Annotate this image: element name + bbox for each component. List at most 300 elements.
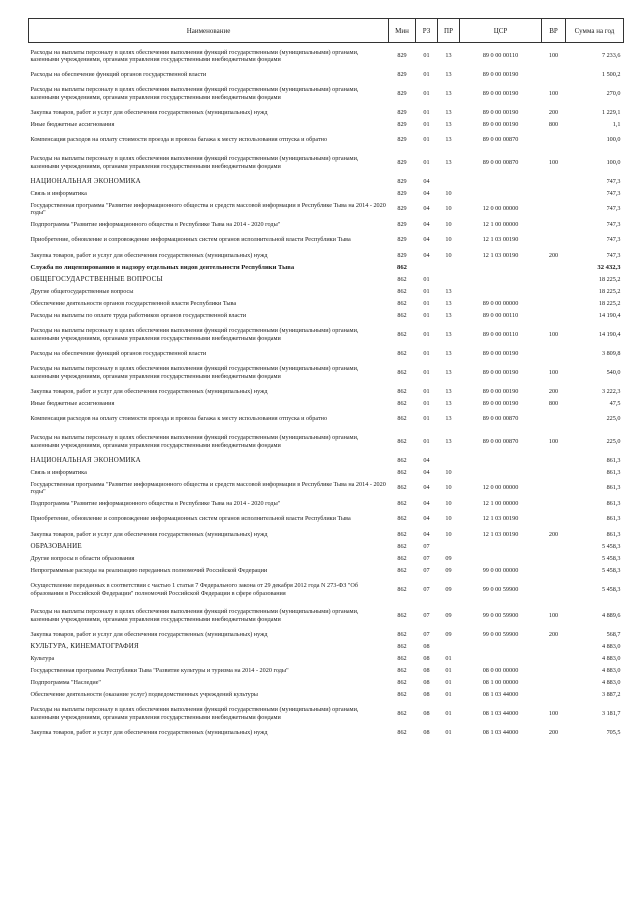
row-vr — [542, 665, 566, 677]
row-vr — [542, 498, 566, 510]
row-pr: 01 — [445, 654, 452, 662]
row-min: 829 — [397, 236, 407, 244]
row-pr: 13 — [445, 108, 452, 116]
table-header-row — [29, 19, 624, 43]
row-csr: 12 1 03 00190 — [482, 236, 519, 244]
row-sum: 4 883,0 — [601, 642, 621, 650]
row-name: Подпрограмма "Наследие" — [30, 678, 101, 686]
row-vr — [542, 188, 566, 200]
row-sum: 861,3 — [606, 456, 621, 464]
row-name: Закупка товаров, работ и услуг для обеспечения государственных (муниципальных) нужд — [30, 387, 268, 395]
row-rz: 04 — [423, 468, 430, 476]
row-min: 829 — [397, 108, 407, 116]
row-min: 862 — [397, 585, 407, 593]
row-pr: 10 — [445, 220, 452, 228]
row-rz: 01 — [423, 437, 430, 445]
row-name: КУЛЬТУРА, КИНЕМАТОГРАФИЯ — [30, 641, 139, 650]
row-csr: 89 0 00 00190 — [482, 108, 519, 116]
row-rz: 04 — [423, 484, 430, 492]
row-csr: 08 1 03 44000 — [482, 690, 519, 698]
row-pr: 01 — [445, 709, 452, 717]
row-name: Расходы на выплаты персоналу в целях обеспечения выполнения функций государственными (муниципальными) органами, казенными учреждениями, органами управления государственными внебюджетными фондами — [30, 327, 359, 342]
row-rz: 08 — [423, 642, 430, 650]
row-csr: 89 0 00 00190 — [482, 399, 519, 407]
row-pr: 09 — [445, 554, 452, 562]
row-pr: 10 — [445, 530, 452, 538]
row-pr: 13 — [445, 415, 452, 423]
table-row — [29, 577, 624, 603]
row-csr: 99 0 00 59900 — [482, 630, 519, 638]
row-sum: 861,3 — [606, 515, 621, 523]
row-pr: 09 — [445, 566, 452, 574]
row-rz: 01 — [423, 89, 430, 97]
row-name: Расходы на выплаты персоналу в целях обеспечения выполнения функций государственными (муниципальными) органами, казенными учреждениями, органами управления государственными внебюджетными фондами — [30, 365, 359, 380]
row-sum: 5 458,3 — [601, 585, 621, 593]
table-row — [29, 467, 624, 479]
row-name: Приобретение, обновление и сопровождение информационных систем органов исполнительной власти Республики Тыва — [30, 236, 351, 244]
row-sum: 861,3 — [606, 499, 621, 507]
table-row — [29, 231, 624, 250]
row-vr — [542, 410, 566, 429]
row-rz: 01 — [423, 311, 430, 319]
row-min: 829 — [397, 70, 407, 78]
row-sum: 5 458,3 — [601, 566, 621, 574]
row-rz: 01 — [423, 415, 430, 423]
row-name: Государственная программа "Развитие информационного общества и средств массовой информации в Республике Тыва на 2014 - 2020 годы" — [30, 480, 386, 495]
row-pr: 09 — [445, 585, 452, 593]
row-rz: 08 — [423, 709, 430, 717]
row-vr: 100 — [548, 368, 559, 376]
row-min: 862 — [397, 642, 407, 650]
table-row — [29, 565, 624, 577]
row-pr: 13 — [445, 158, 452, 166]
row-vr — [542, 641, 566, 653]
table-row — [29, 43, 624, 69]
row-csr: 08 1 03 44000 — [482, 728, 519, 736]
row-min: 862 — [397, 666, 407, 674]
table-row — [29, 107, 624, 119]
row-pr — [438, 262, 460, 274]
row-vr: 800 — [548, 120, 559, 128]
row-min: 862 — [397, 728, 407, 736]
row-sum: 1 229,1 — [601, 108, 621, 116]
row-rz: 04 — [423, 251, 430, 259]
row-sum: 747,3 — [606, 220, 621, 228]
table-row — [29, 176, 624, 188]
row-pr: 10 — [445, 236, 452, 244]
row-pr: 13 — [445, 368, 452, 376]
row-csr: 12 1 03 00190 — [482, 515, 519, 523]
row-csr: 12 0 00 00000 — [482, 205, 519, 213]
row-name: Закупка товаров, работ и услуг для обеспечения государственных (муниципальных) нужд — [30, 108, 268, 116]
row-min: 862 — [397, 709, 407, 717]
row-csr: 99 0 00 59900 — [482, 611, 519, 619]
row-rz: 04 — [423, 177, 430, 185]
row-name: Расходы на обеспечение функций органов государственной власти — [30, 349, 207, 357]
row-rz: 07 — [423, 585, 430, 593]
row-sum: 1 500,2 — [601, 70, 621, 78]
row-pr: 09 — [445, 611, 452, 619]
row-rz: 01 — [423, 158, 430, 166]
row-csr: 89 0 00 00190 — [482, 89, 519, 97]
row-min: 862 — [397, 468, 407, 476]
row-vr: 100 — [548, 89, 559, 97]
row-rz: 01 — [423, 287, 430, 295]
table-row — [29, 274, 624, 286]
row-csr: 89 0 00 00000 — [482, 299, 519, 307]
row-pr: 13 — [445, 89, 452, 97]
row-pr: 10 — [445, 205, 452, 213]
row-rz: 01 — [423, 330, 430, 338]
table-row — [29, 360, 624, 386]
row-pr: 01 — [445, 728, 452, 736]
row-pr: 13 — [445, 70, 452, 78]
row-name: НАЦИОНАЛЬНАЯ ЭКОНОМИКА — [30, 176, 141, 185]
row-name: Обеспечение деятельности органов государственной власти Республики Тыва — [30, 299, 237, 307]
row-min: 862 — [397, 654, 407, 662]
row-pr — [438, 176, 460, 188]
row-rz: 04 — [423, 515, 430, 523]
row-rz: 07 — [423, 554, 430, 562]
row-min: 829 — [397, 52, 407, 60]
row-vr — [542, 479, 566, 498]
row-min: 862 — [397, 330, 407, 338]
row-name: Закупка товаров, работ и услуг для обеспечения государственных (муниципальных) нужд — [30, 728, 268, 736]
header-sum: Сумма на год — [566, 19, 624, 43]
row-sum: 861,3 — [606, 484, 621, 492]
row-csr: 08 1 00 00000 — [482, 678, 519, 686]
row-vr — [542, 131, 566, 150]
row-rz: 01 — [423, 299, 430, 307]
row-name: Расходы на выплаты персоналу в целях обеспечения выполнения функций государственными (муниципальными) органами, казенными учреждениями, органами управления государственными внебюджетными фондами — [30, 155, 359, 170]
table-row — [29, 541, 624, 553]
row-vr — [542, 231, 566, 250]
row-vr — [542, 176, 566, 188]
row-pr: 10 — [445, 515, 452, 523]
row-rz: 01 — [423, 108, 430, 116]
row-sum: 540,0 — [606, 368, 621, 376]
table-row — [29, 131, 624, 150]
table-row — [29, 398, 624, 410]
table-row — [29, 250, 624, 262]
row-name: Другие общегосударственные вопросы — [30, 287, 134, 295]
row-pr: 01 — [445, 690, 452, 698]
row-vr — [542, 219, 566, 231]
row-min: 862 — [397, 690, 407, 698]
row-vr — [542, 541, 566, 553]
row-rz: 01 — [423, 387, 430, 395]
table-row — [29, 553, 624, 565]
table-row — [29, 119, 624, 131]
row-sum: 18 225,2 — [598, 299, 621, 307]
budget-sheet — [28, 18, 623, 739]
row-pr: 09 — [445, 630, 452, 638]
row-name: Расходы на выплаты персоналу в целях обеспечения выполнения функций государственными (муниципальными) органами, казенными учреждениями, органами управления государственными внебюджетными фондами — [30, 608, 359, 623]
row-name: Культура — [30, 654, 55, 662]
row-pr: 10 — [445, 499, 452, 507]
row-sum: 747,3 — [606, 236, 621, 244]
row-csr — [460, 467, 542, 479]
row-vr: 100 — [548, 709, 559, 717]
row-csr — [460, 541, 542, 553]
row-name: Подпрограмма "Развитие информационного общества в Республике Тыва на 2014 - 2020 годы" — [30, 499, 281, 507]
row-pr: 01 — [445, 678, 452, 686]
row-name: Служба по лицензированию и надзору отдельных видов деятельности Республики Тыва — [30, 263, 295, 271]
row-min: 862 — [397, 311, 407, 319]
row-sum: 18 225,2 — [598, 287, 621, 295]
row-min: 862 — [397, 263, 407, 271]
row-sum: 7 233,6 — [601, 52, 621, 60]
row-vr: 100 — [548, 330, 559, 338]
row-min: 862 — [397, 554, 407, 562]
header-name: Наименование — [29, 19, 389, 43]
row-rz — [416, 262, 438, 274]
row-vr — [542, 553, 566, 565]
row-vr — [542, 298, 566, 310]
row-csr: 89 0 00 00110 — [482, 330, 519, 338]
row-name: Расходы на выплаты персоналу в целях обеспечения выполнения функций государственными (муниципальными) органами, казенными учреждениями, органами управления государственными внебюджетными фондами — [30, 86, 359, 101]
row-rz: 07 — [423, 611, 430, 619]
row-min: 829 — [397, 136, 407, 144]
row-name: Осуществление переданных в соответствии с частью 1 статьи 7 Федерального закона от 29 декабря 2012 года N 273-ФЗ "Об образовании в Российской Федерации" полномочий Российской Федерации в сфере образования — [30, 582, 359, 597]
row-name: НАЦИОНАЛЬНАЯ ЭКОНОМИКА — [30, 455, 141, 464]
row-csr: 12 1 03 00190 — [482, 251, 519, 259]
row-sum: 5 458,3 — [601, 554, 621, 562]
row-name: ОБЩЕГОСУДАРСТВЕННЫЕ ВОПРОСЫ — [30, 274, 163, 283]
row-vr — [542, 677, 566, 689]
row-csr: 89 0 00 00190 — [482, 70, 519, 78]
row-name: Иные бюджетные ассигнования — [30, 399, 115, 407]
row-name: Государственная программа "Развитие информационного общества и средств массовой информации в Республике Тыва на 2014 - 2020 годы" — [30, 201, 386, 216]
row-sum: 705,5 — [606, 728, 621, 736]
row-rz: 08 — [423, 728, 430, 736]
row-min: 862 — [397, 275, 407, 283]
row-sum: 47,5 — [609, 399, 621, 407]
row-vr — [542, 310, 566, 322]
row-min: 829 — [397, 189, 407, 197]
table-row — [29, 188, 624, 200]
row-sum: 3 222,3 — [601, 387, 621, 395]
row-min: 862 — [397, 456, 407, 464]
row-min: 862 — [397, 368, 407, 376]
row-vr — [542, 286, 566, 298]
row-rz: 07 — [423, 566, 430, 574]
row-vr: 200 — [548, 530, 559, 538]
row-rz: 04 — [423, 220, 430, 228]
row-sum: 3 809,8 — [601, 349, 621, 357]
row-name: Закупка товаров, работ и услуг для обеспечения государственных (муниципальных) нужд — [30, 530, 268, 538]
row-name: Иные бюджетные ассигнования — [30, 120, 115, 128]
row-name: Расходы на выплаты персоналу в целях обеспечения выполнения функций государственными (муниципальными) органами, казенными учреждениями, органами управления государственными внебюджетными фондами — [30, 48, 359, 63]
row-sum: 4 883,0 — [601, 678, 621, 686]
row-pr: 10 — [445, 484, 452, 492]
row-pr: 13 — [445, 52, 452, 60]
row-rz: 04 — [423, 205, 430, 213]
row-rz: 01 — [423, 275, 430, 283]
row-sum: 18 225,2 — [598, 275, 621, 283]
row-pr: 13 — [445, 399, 452, 407]
row-name: Расходы на выплаты по оплате труда работников органов государственной власти — [30, 311, 247, 319]
row-min: 862 — [397, 437, 407, 445]
row-name: Государственная программа Республики Тыва "Развитие культуры и туризма на 2014 - 2020 годы" — [30, 666, 289, 674]
row-rz: 07 — [423, 630, 430, 638]
row-sum: 225,0 — [606, 437, 621, 445]
row-csr: 89 0 00 00110 — [482, 52, 519, 60]
row-sum: 3 181,7 — [601, 709, 621, 717]
row-name: Расходы на выплаты персоналу в целях обеспечения выполнения функций государственными (муниципальными) органами, казенными учреждениями, органами управления государственными внебюджетными фондами — [30, 706, 359, 721]
row-pr: 13 — [445, 120, 452, 128]
row-min: 829 — [397, 177, 407, 185]
header-pr: ПР — [438, 19, 460, 43]
row-name: Обеспечение деятельности (оказание услуг) подведомственных учреждений культуры — [30, 690, 258, 698]
row-sum: 14 190,4 — [598, 330, 621, 338]
row-rz: 08 — [423, 690, 430, 698]
row-csr: 89 0 00 00190 — [482, 387, 519, 395]
row-csr — [460, 274, 542, 286]
row-min: 862 — [397, 387, 407, 395]
row-csr: 89 0 00 00870 — [482, 437, 519, 445]
row-pr: 13 — [445, 437, 452, 445]
header-min: Мин — [389, 19, 416, 43]
row-vr: 100 — [548, 437, 559, 445]
table-row — [29, 348, 624, 360]
row-min: 862 — [397, 399, 407, 407]
table-row — [29, 641, 624, 653]
row-csr: 99 0 00 59900 — [482, 585, 519, 593]
row-csr — [460, 188, 542, 200]
row-min: 862 — [397, 499, 407, 507]
row-sum: 270,0 — [606, 89, 621, 97]
table-body — [29, 43, 624, 739]
table-row — [29, 629, 624, 641]
row-name: ОБРАЗОВАНИЕ — [30, 541, 82, 550]
row-vr — [542, 510, 566, 529]
row-sum: 861,3 — [606, 468, 621, 476]
row-vr: 200 — [548, 387, 559, 395]
table-row — [29, 310, 624, 322]
row-pr: 10 — [445, 189, 452, 197]
table-row — [29, 69, 624, 81]
row-pr: 13 — [445, 287, 452, 295]
row-sum: 568,7 — [606, 630, 621, 638]
row-min: 862 — [397, 349, 407, 357]
row-min: 829 — [397, 251, 407, 259]
row-csr: 89 0 00 00110 — [482, 311, 519, 319]
row-csr: 89 0 00 00870 — [482, 136, 519, 144]
row-csr: 89 0 00 00190 — [482, 368, 519, 376]
row-csr — [460, 286, 542, 298]
table-row — [29, 603, 624, 629]
row-rz: 08 — [423, 666, 430, 674]
row-pr: 13 — [445, 311, 452, 319]
row-vr: 200 — [548, 251, 559, 259]
table-row — [29, 298, 624, 310]
table-row — [29, 498, 624, 510]
row-name: Закупка товаров, работ и услуг для обеспечения государственных (муниципальных) нужд — [30, 630, 268, 638]
row-rz: 07 — [423, 542, 430, 550]
row-rz: 04 — [423, 236, 430, 244]
row-vr: 100 — [548, 158, 559, 166]
row-pr — [438, 455, 460, 467]
table-row — [29, 727, 624, 739]
table-row — [29, 479, 624, 498]
row-csr: 89 0 00 00190 — [482, 349, 519, 357]
row-sum: 1,1 — [612, 120, 621, 128]
row-name: Расходы на обеспечение функций органов государственной власти — [30, 70, 207, 78]
table-row — [29, 429, 624, 455]
row-vr — [542, 348, 566, 360]
table-row — [29, 510, 624, 529]
row-rz: 04 — [423, 499, 430, 507]
row-pr: 13 — [445, 136, 452, 144]
table-row — [29, 219, 624, 231]
row-sum: 747,3 — [606, 189, 621, 197]
row-csr — [460, 176, 542, 188]
row-name: Приобретение, обновление и сопровождение информационных систем органов исполнительной власти Республики Тыва — [30, 515, 351, 523]
table-row — [29, 200, 624, 219]
row-vr — [542, 653, 566, 665]
row-min: 862 — [397, 678, 407, 686]
budget-table — [28, 18, 624, 739]
row-pr: 13 — [445, 349, 452, 357]
row-sum: 4 883,0 — [601, 666, 621, 674]
table-row — [29, 653, 624, 665]
row-pr: 10 — [445, 468, 452, 476]
row-rz: 08 — [423, 654, 430, 662]
header-csr: ЦСР — [460, 19, 542, 43]
row-name: Связь и информатика — [30, 189, 87, 197]
row-min: 862 — [397, 542, 407, 550]
table-row — [29, 322, 624, 348]
row-csr: 12 1 00 00000 — [482, 220, 519, 228]
row-csr: 08 1 03 44000 — [482, 709, 519, 717]
row-csr: 89 0 00 00190 — [482, 120, 519, 128]
row-vr: 800 — [548, 399, 559, 407]
row-pr — [438, 641, 460, 653]
table-row — [29, 262, 624, 274]
row-min: 862 — [397, 299, 407, 307]
row-min: 862 — [397, 515, 407, 523]
row-rz: 08 — [423, 678, 430, 686]
row-csr — [460, 455, 542, 467]
row-rz: 01 — [423, 120, 430, 128]
row-rz: 04 — [423, 530, 430, 538]
row-name: Расходы на выплаты персоналу в целях обеспечения выполнения функций государственными (муниципальными) органами, казенными учреждениями, органами управления государственными внебюджетными фондами — [30, 434, 359, 449]
row-rz: 01 — [423, 349, 430, 357]
row-vr — [542, 69, 566, 81]
row-sum: 100,0 — [606, 136, 621, 144]
row-pr: 01 — [445, 666, 452, 674]
row-vr: 100 — [548, 611, 559, 619]
row-name: Другие вопросы в области образования — [30, 554, 135, 562]
table-row — [29, 410, 624, 429]
row-rz: 01 — [423, 399, 430, 407]
row-sum: 5 458,3 — [601, 542, 621, 550]
row-min: 829 — [397, 220, 407, 228]
row-min: 862 — [397, 287, 407, 295]
row-pr — [438, 541, 460, 553]
row-csr: 99 0 00 00000 — [482, 566, 519, 574]
row-vr: 200 — [548, 630, 559, 638]
row-vr — [542, 455, 566, 467]
row-sum: 747,3 — [606, 177, 621, 185]
row-csr: 89 0 00 00870 — [482, 415, 519, 423]
row-vr: 100 — [548, 52, 559, 60]
table-row — [29, 529, 624, 541]
row-min: 862 — [397, 566, 407, 574]
header-rz: РЗ — [416, 19, 438, 43]
row-sum: 747,3 — [606, 251, 621, 259]
